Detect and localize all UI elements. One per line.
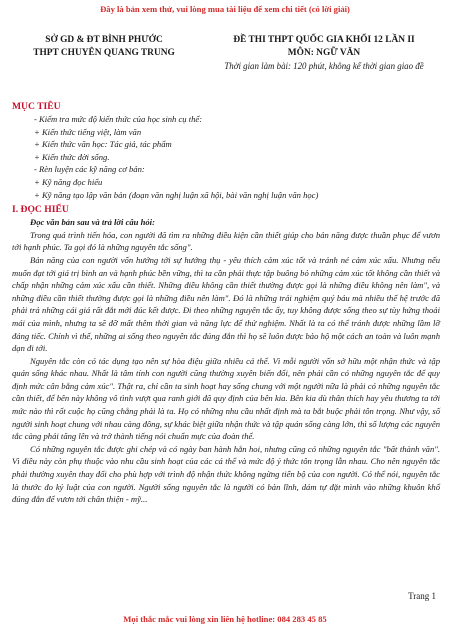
reading-section-title: I. ĐỌC HIỂU <box>12 204 69 216</box>
reading-paragraph: Có những nguyên tắc được ghi chép và có ngày ban hành hẳn hoi, nhưng cũng có những nguyên tắc "bất thành văn". Vì điều này còn phụ thuộc vào nhu cầu sinh hoạt của các cá thể và mức độ ý thức tôn trọng lẫn nhau. Cho nên nguyên tắc phải thường xuyên thay đổi cho phù hợp với trình độ nhận thức không ngừng tiến bộ của con người. Có thể nói, nguyên tắc là thước đo kỷ luật của con người. Người sống nguyên tắc là người có bản lĩnh, dám tự đặt mình vào những khuôn khổ đúng đắn để vươn tới chân thiện - mỹ... <box>12 443 440 505</box>
exam-subject: MÔN: NGỮ VĂN <box>287 48 361 58</box>
exam-title: ĐỀ THI THPT QUỐC GIA KHỐI 12 LẦN II <box>233 35 415 45</box>
objective-item: + Kiến thức văn học: Tác giả, tác phẩm <box>34 139 172 150</box>
hotline-banner: Mọi thắc mắc vui lòng xin liên hệ hotline: 084 283 45 85 <box>123 614 327 624</box>
preview-notice-banner: Đây là bản xem thử, vui lòng mua tài liệu để xem chi tiết (có lời giải) <box>100 4 350 14</box>
school-block <box>14 34 194 60</box>
exam-duration: Thời gian làm bài: 120 phút, không kể thời gian giao đề <box>224 61 424 71</box>
department-name: SỞ GD & ĐT BÌNH PHƯỚC <box>45 35 163 45</box>
document-body <box>12 100 440 506</box>
exam-info-block <box>206 34 442 73</box>
objective-item: - Rèn luyện các kỹ năng cơ bản: <box>34 164 145 175</box>
objective-item: + Kiến thức đời sống. <box>34 151 110 162</box>
objectives-title: MỤC TIÊU <box>12 101 61 112</box>
objective-item: + Kỹ năng tạo lập văn bản (đoạn văn nghị luận xã hội, bài văn nghị luận văn học) <box>34 189 319 200</box>
reading-paragraph: Bản năng của con người vốn hướng tới sự hướng thụ - yêu thích cảm xúc tốt và tránh né cảm xúc xấu. Nhưng nếu muốn đạt tới giá trị bình an và hạnh phúc bền vững, thì ta cần phải thực tập buông bỏ những cảm xúc tốt không cần thiết và chấp nhận những cảm xúc xấu cần thiết. Những điều không cần thiết thường được gọi là những điều không nên làm", và những điều cần thiết thường được gọi là những điều nên làm". Đó là những trải nghiệm quý báu mà nhiều thế hệ trước đã phải trả những cái giá rất đắt mới đúc kết được. Đi theo những nguyên tắc ấy, tuy không được sống theo sự tùy hứng thoải mái của mình, nhưng ta sẽ đỡ mất thêm thời gian và năng lực để thử nghiệm. Nhất là ta có thể tránh được những lầm lỡ đáng tiếc. Chính vì thế, những ai sống theo nguyên tắc đúng đắn thì họ sẽ luôn được bảo hộ một cách an toàn và luôn mạnh dạn đi tới. <box>12 254 440 354</box>
objective-item: + Kỹ năng đọc hiểu <box>34 176 103 187</box>
objective-item: - Kiểm tra mức độ kiến thức của học sinh cụ thể: <box>34 114 203 124</box>
reading-instruction: Đọc văn bản sau và trả lời câu hỏi: <box>30 217 155 228</box>
reading-paragraph: Nguyên tắc còn có tác dụng tạo nên sự hòa điệu giữa nhiều cá thể. Vì mỗi người vốn sở hữu một nhận thức và tập quán sống khác nhau. Nhất là tâm tính con người cũng thường xuyên biến đổi, nên phải cần có những nguyên tắc để quy định mức cân bằng cảm xúc". Thật ra, chỉ cần ta sinh hoạt hay sống chung với một người nữa là phải có những nguyên tắc cần thiết, để bên này không vô tình vượt qua ranh giới đã quy định của bên kia. Bên kia dù thân thích hay yêu thương ta tới mức nào thì rốt cuộc họ cũng chẳng phải là ta. Họ có những nhu cầu nhất định mà ta bắt buộc phải tôn trọng. Như vậy, số người sinh hoạt chung với nhau càng đông, sự khác biệt giữa nhận thức và tập quán sống càng lớn, thì số lượng các nguyên tắc càng phải tăng lên và trở thành tiếng nói chuẩn mực của đoàn thể. <box>12 355 440 442</box>
page-number: Trang 1 <box>408 591 436 601</box>
reading-paragraph: Trong quá trình tiến hóa, con người đã tìm ra những điều kiện cần thiết giúp cho bản năng được thuần phục để vươn tới hạnh phúc. Ta gọi đó là những nguyên tắc sống". <box>12 229 440 253</box>
objective-item: + Kiến thức tiếng việt, làm văn <box>34 126 142 137</box>
exam-header <box>14 34 436 82</box>
school-name: THPT CHUYÊN QUANG TRUNG <box>33 48 175 58</box>
